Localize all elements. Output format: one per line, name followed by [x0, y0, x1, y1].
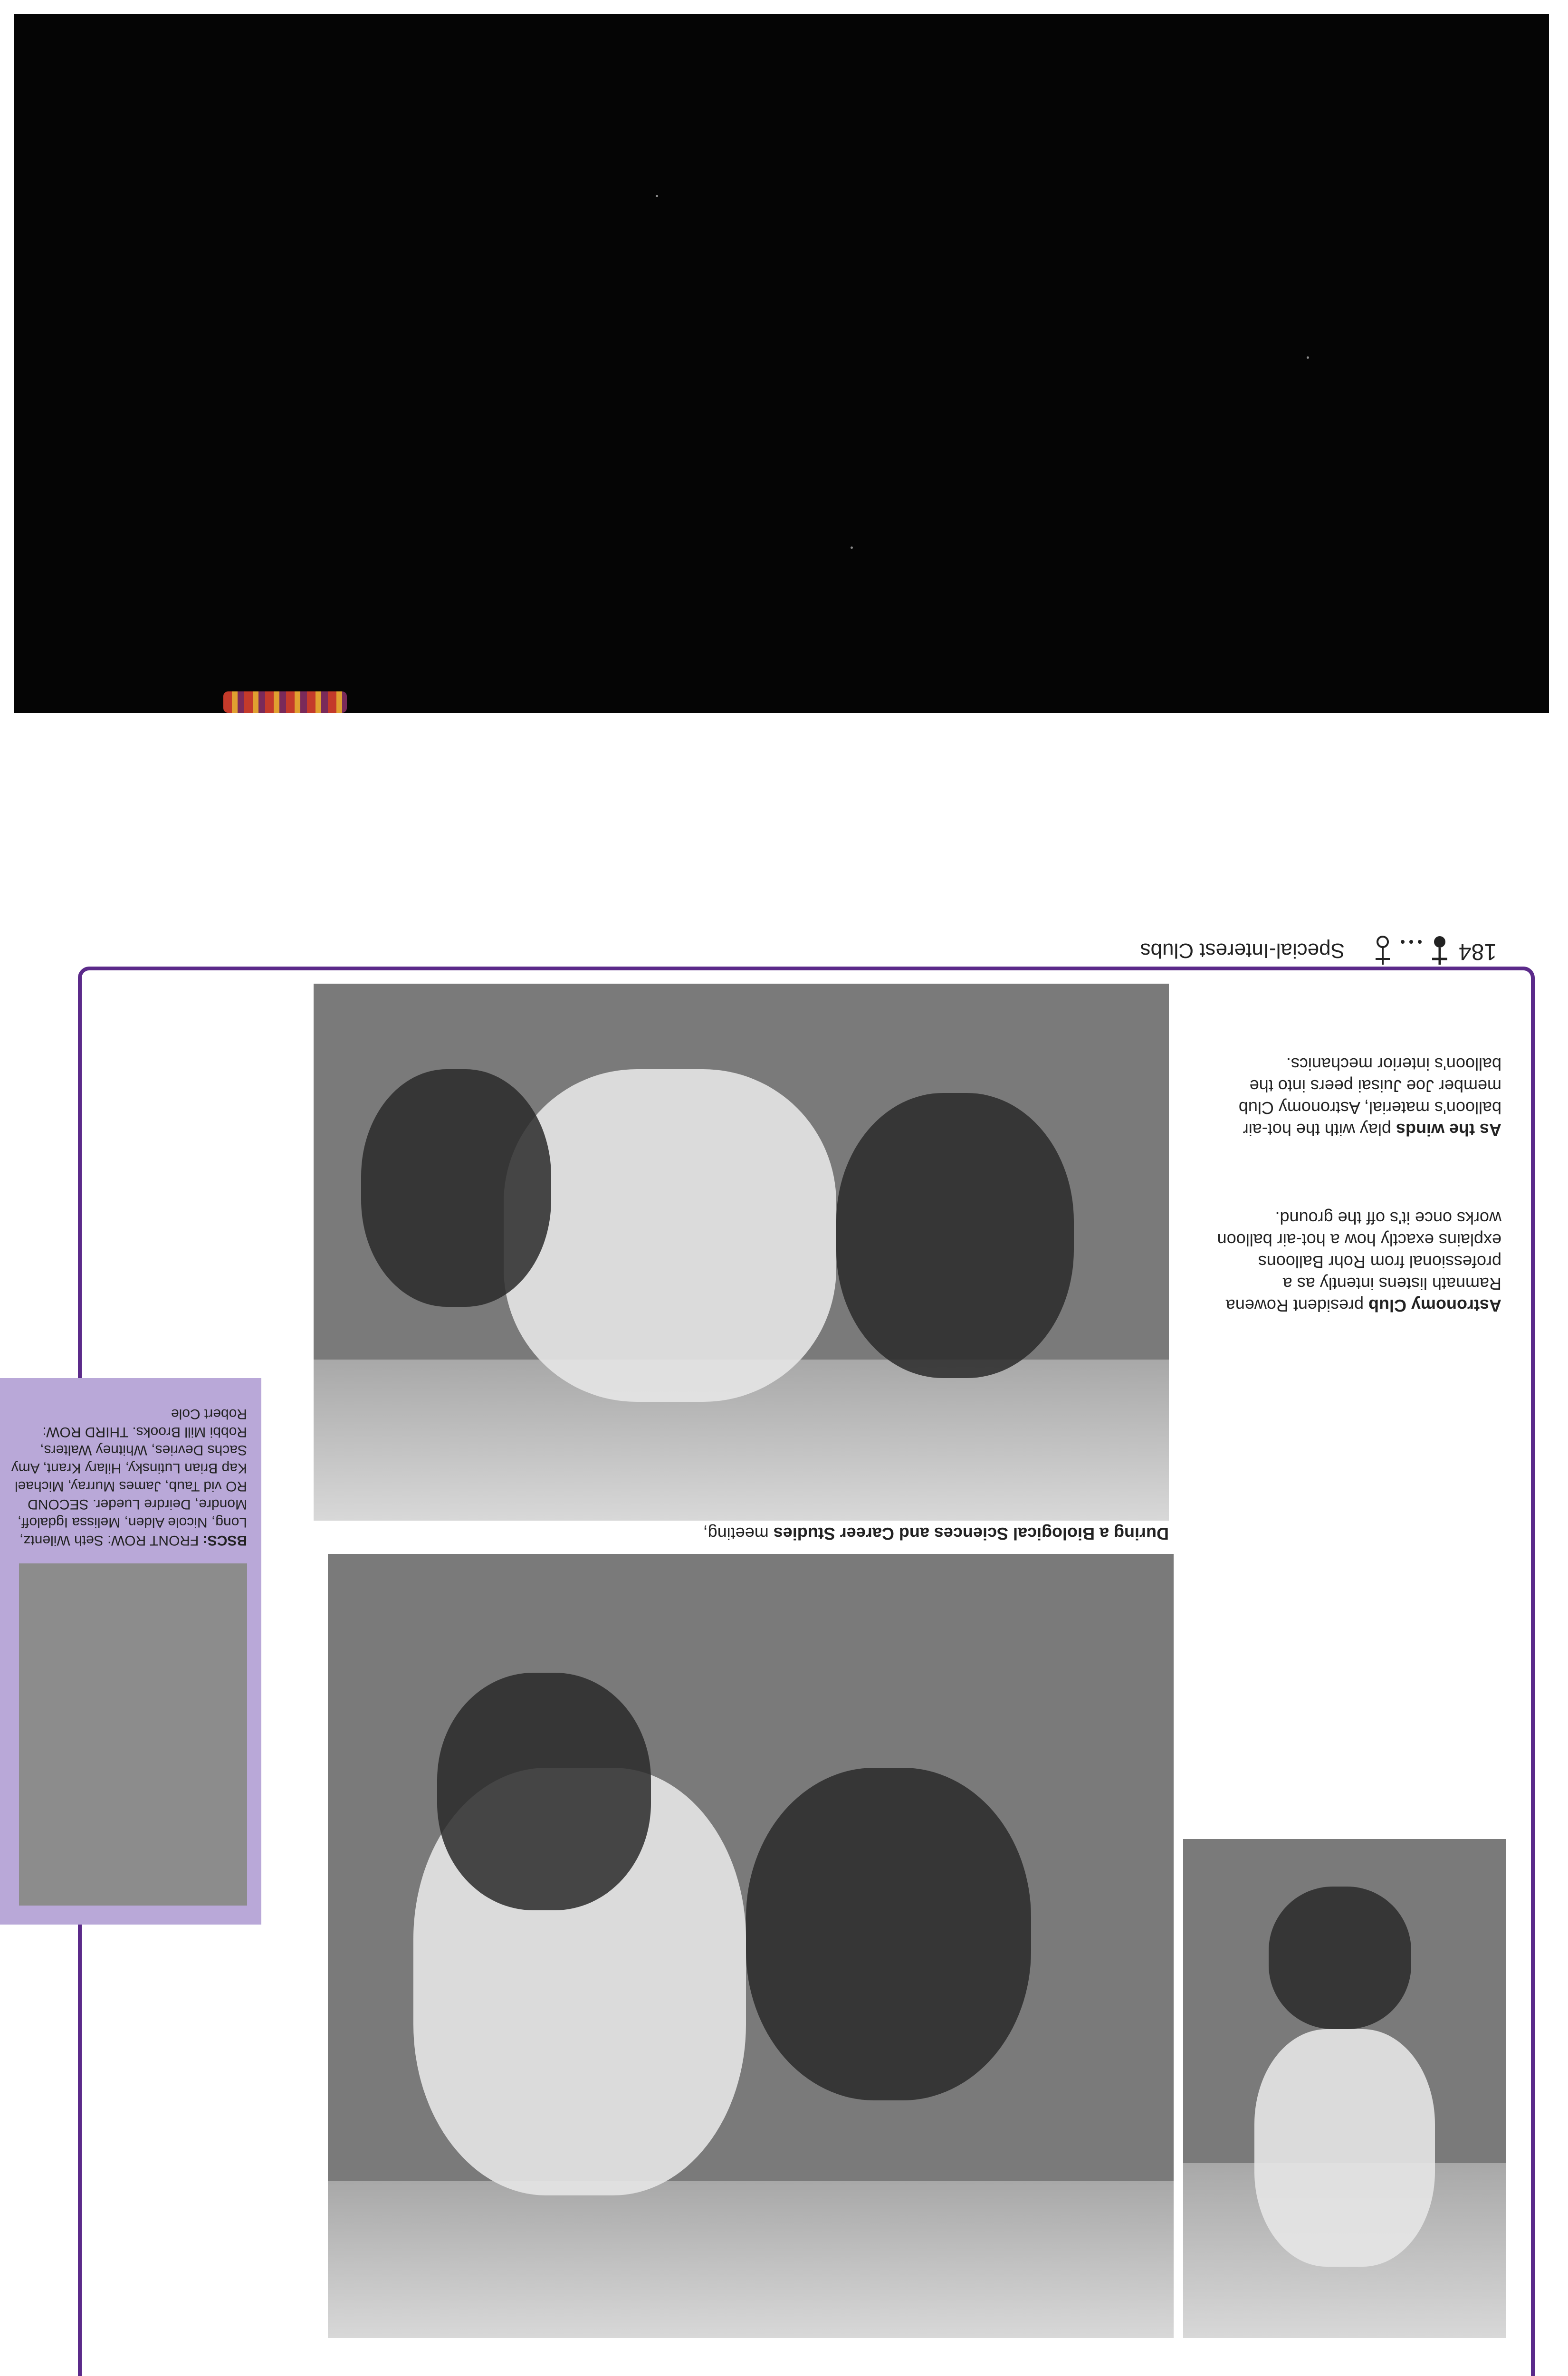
club-member-photo [1183, 1839, 1506, 2338]
bscs-roster-caption: BSCS: FRONT ROW: Seth Wilentz, Long, Nicole Alden, Melissa Igdaloff, Mondre, Deirdre Lueder. SECOND RO vid Taub, James Murray, Michael Kap Brian Lutinsky, Hilary Krant, Amy Sachs Devries, Whitney Walters, Robbi Mill Brooks. THIRD ROW: Robert Cole [11, 1406, 247, 1548]
black-backing-area [14, 14, 1549, 713]
bscs-group-photo [19, 1563, 247, 1906]
dust-speck [851, 546, 853, 549]
upside-down-page-content [0, 713, 1568, 2376]
section-title: Special-Interest Clubs [1140, 939, 1345, 962]
balloon-figure-icon [1432, 936, 1447, 965]
winds-caption: As the winds play with the hot-air balloon's material, Astronomy Club member Joe Juisai peers into the balloon's interior mechanics. [1238, 1054, 1501, 1140]
dust-speck [1307, 356, 1309, 359]
bscs-group-panel [0, 1378, 261, 1925]
footer-icons [1359, 931, 1454, 969]
stick-figure-icon [1376, 937, 1390, 965]
page-footer [1069, 927, 1497, 969]
astronomy-caption: Astronomy Club president Rowena Ramnath listens intently as a professional from Rohr Balloons explains exactly how a hot-air balloon works once it's off the ground. [1217, 1208, 1501, 1315]
dust-speck [656, 195, 658, 197]
hot-air-balloon-photo [314, 984, 1169, 1521]
bscs-meeting-caption: During a Biological Sciences and Career Studies meeting, [703, 1524, 1169, 1543]
bead-string-decoration [223, 691, 347, 713]
ellipsis-dots-icon [1401, 940, 1422, 944]
bscs-meeting-photo [328, 1554, 1174, 2338]
page-number: 184 [1458, 939, 1497, 964]
